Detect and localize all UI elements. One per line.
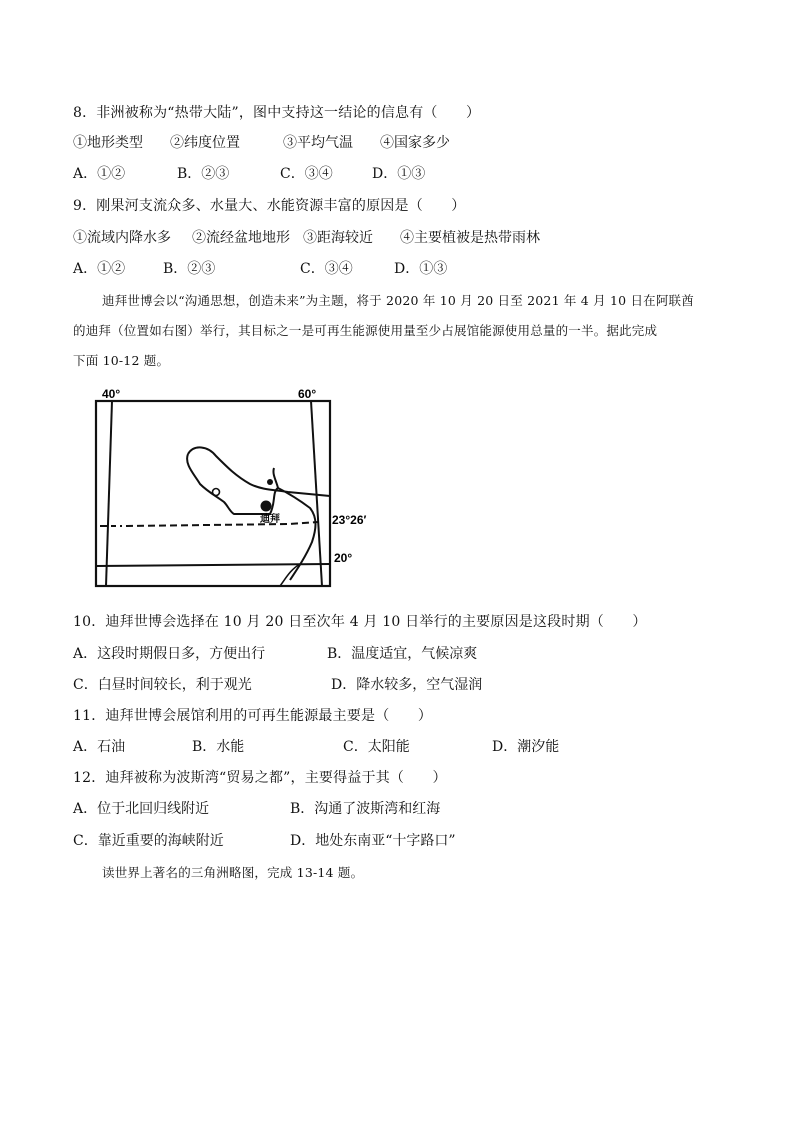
q8-item-2: ②纬度位置 [170,135,240,151]
dubai-city-dot [261,501,272,512]
q11-choice-b: B．水能 [192,739,245,755]
dubai-city-label: 迪拜 [260,514,280,525]
island-marker [213,489,220,496]
q12-choice-d: D．地处东南亚“十字路口” [290,833,456,849]
q9-choice-c: C．③④ [300,261,353,277]
q8-choice-d: D．①③ [372,166,426,182]
passage-line-3: 下面 10-12 题。 [73,353,170,368]
q8-item-3: ③平均气温 [283,135,353,151]
q9-choice-a: A．①② [73,261,126,277]
q9-item-1: ①流域内降水多 [73,230,171,246]
q8-choice-a: A．①② [73,166,126,182]
passage-delta-intro: 读世界上著名的三角洲略图，完成 13-14 题。 [102,865,364,880]
q8-item-1: ①地形类型 [73,135,143,151]
q8-item-4: ④国家多少 [380,135,450,151]
q10-choice-c: C．白昼时间较长，利于观光 [73,677,252,693]
q8-stem: 8．非洲被称为“热带大陆”，图中支持这一结论的信息有（ ） [73,105,481,121]
q11-stem: 11．迪拜世博会展馆利用的可再生能源最主要是（ ） [73,708,433,724]
q12-choice-c: C．靠近重要的海峡附近 [73,833,224,849]
passage-line-1: 迪拜世博会以“沟通思想，创造未来”为主题，将于 2020 年 10 月 20 日至 2021 年 4 月 10 日在阿联酋 [102,293,694,308]
passage-line-2: 的迪拜（位置如右图）举行，其目标之一是可再生能源使用量至少占展馆能源使用总量的一半。据此完成 [73,323,658,338]
q12-choice-b: B．沟通了波斯湾和红海 [290,801,441,817]
q10-choice-b: B．温度适宜，气候凉爽 [327,646,478,662]
border-line [280,564,300,586]
q9-stem: 9．刚果河支流众多、水量大、水能资源丰富的原因是（ ） [73,198,466,214]
q9-item-4: ④主要植被是热带雨林 [400,230,540,246]
lat20-label: 20° [334,551,353,565]
q8-choice-c: C．③④ [280,166,333,182]
coastline-north [188,447,330,496]
meridian-40 [106,401,112,586]
q9-item-2: ②流经盆地地形 [192,230,290,246]
parallel-20 [96,564,330,566]
dubai-location-map [90,384,367,589]
q10-stem: 10．迪拜世博会选择在 10 月 20 日至次年 4 月 10 日举行的主要原因是这段时期（ ） [73,614,647,630]
q10-choice-a: A．这段时期假日多，方便出行 [73,646,266,662]
q10-choice-d: D．降水较多，空气湿润 [331,677,483,693]
q11-choice-c: C．太阳能 [343,739,410,755]
lon-left-label: 40° [102,387,121,401]
q11-choice-a: A．石油 [73,739,126,755]
q8-choice-b: B．②③ [177,166,230,182]
q12-choice-a: A．位于北回归线附近 [73,801,210,817]
q12-stem: 12．迪拜被称为波斯湾“贸易之都”，主要得益于其（ ） [73,770,447,786]
q9-choice-b: B．②③ [163,261,216,277]
q9-choice-d: D．①③ [394,261,448,277]
tropic-of-cancer-line [100,522,318,526]
tropic-label: 23°26′ [332,513,367,527]
q9-item-3: ③距海较近 [303,230,373,246]
q11-choice-d: D．潮汐能 [492,739,560,755]
lon-right-label: 60° [298,387,317,401]
strait-marker [267,479,273,485]
